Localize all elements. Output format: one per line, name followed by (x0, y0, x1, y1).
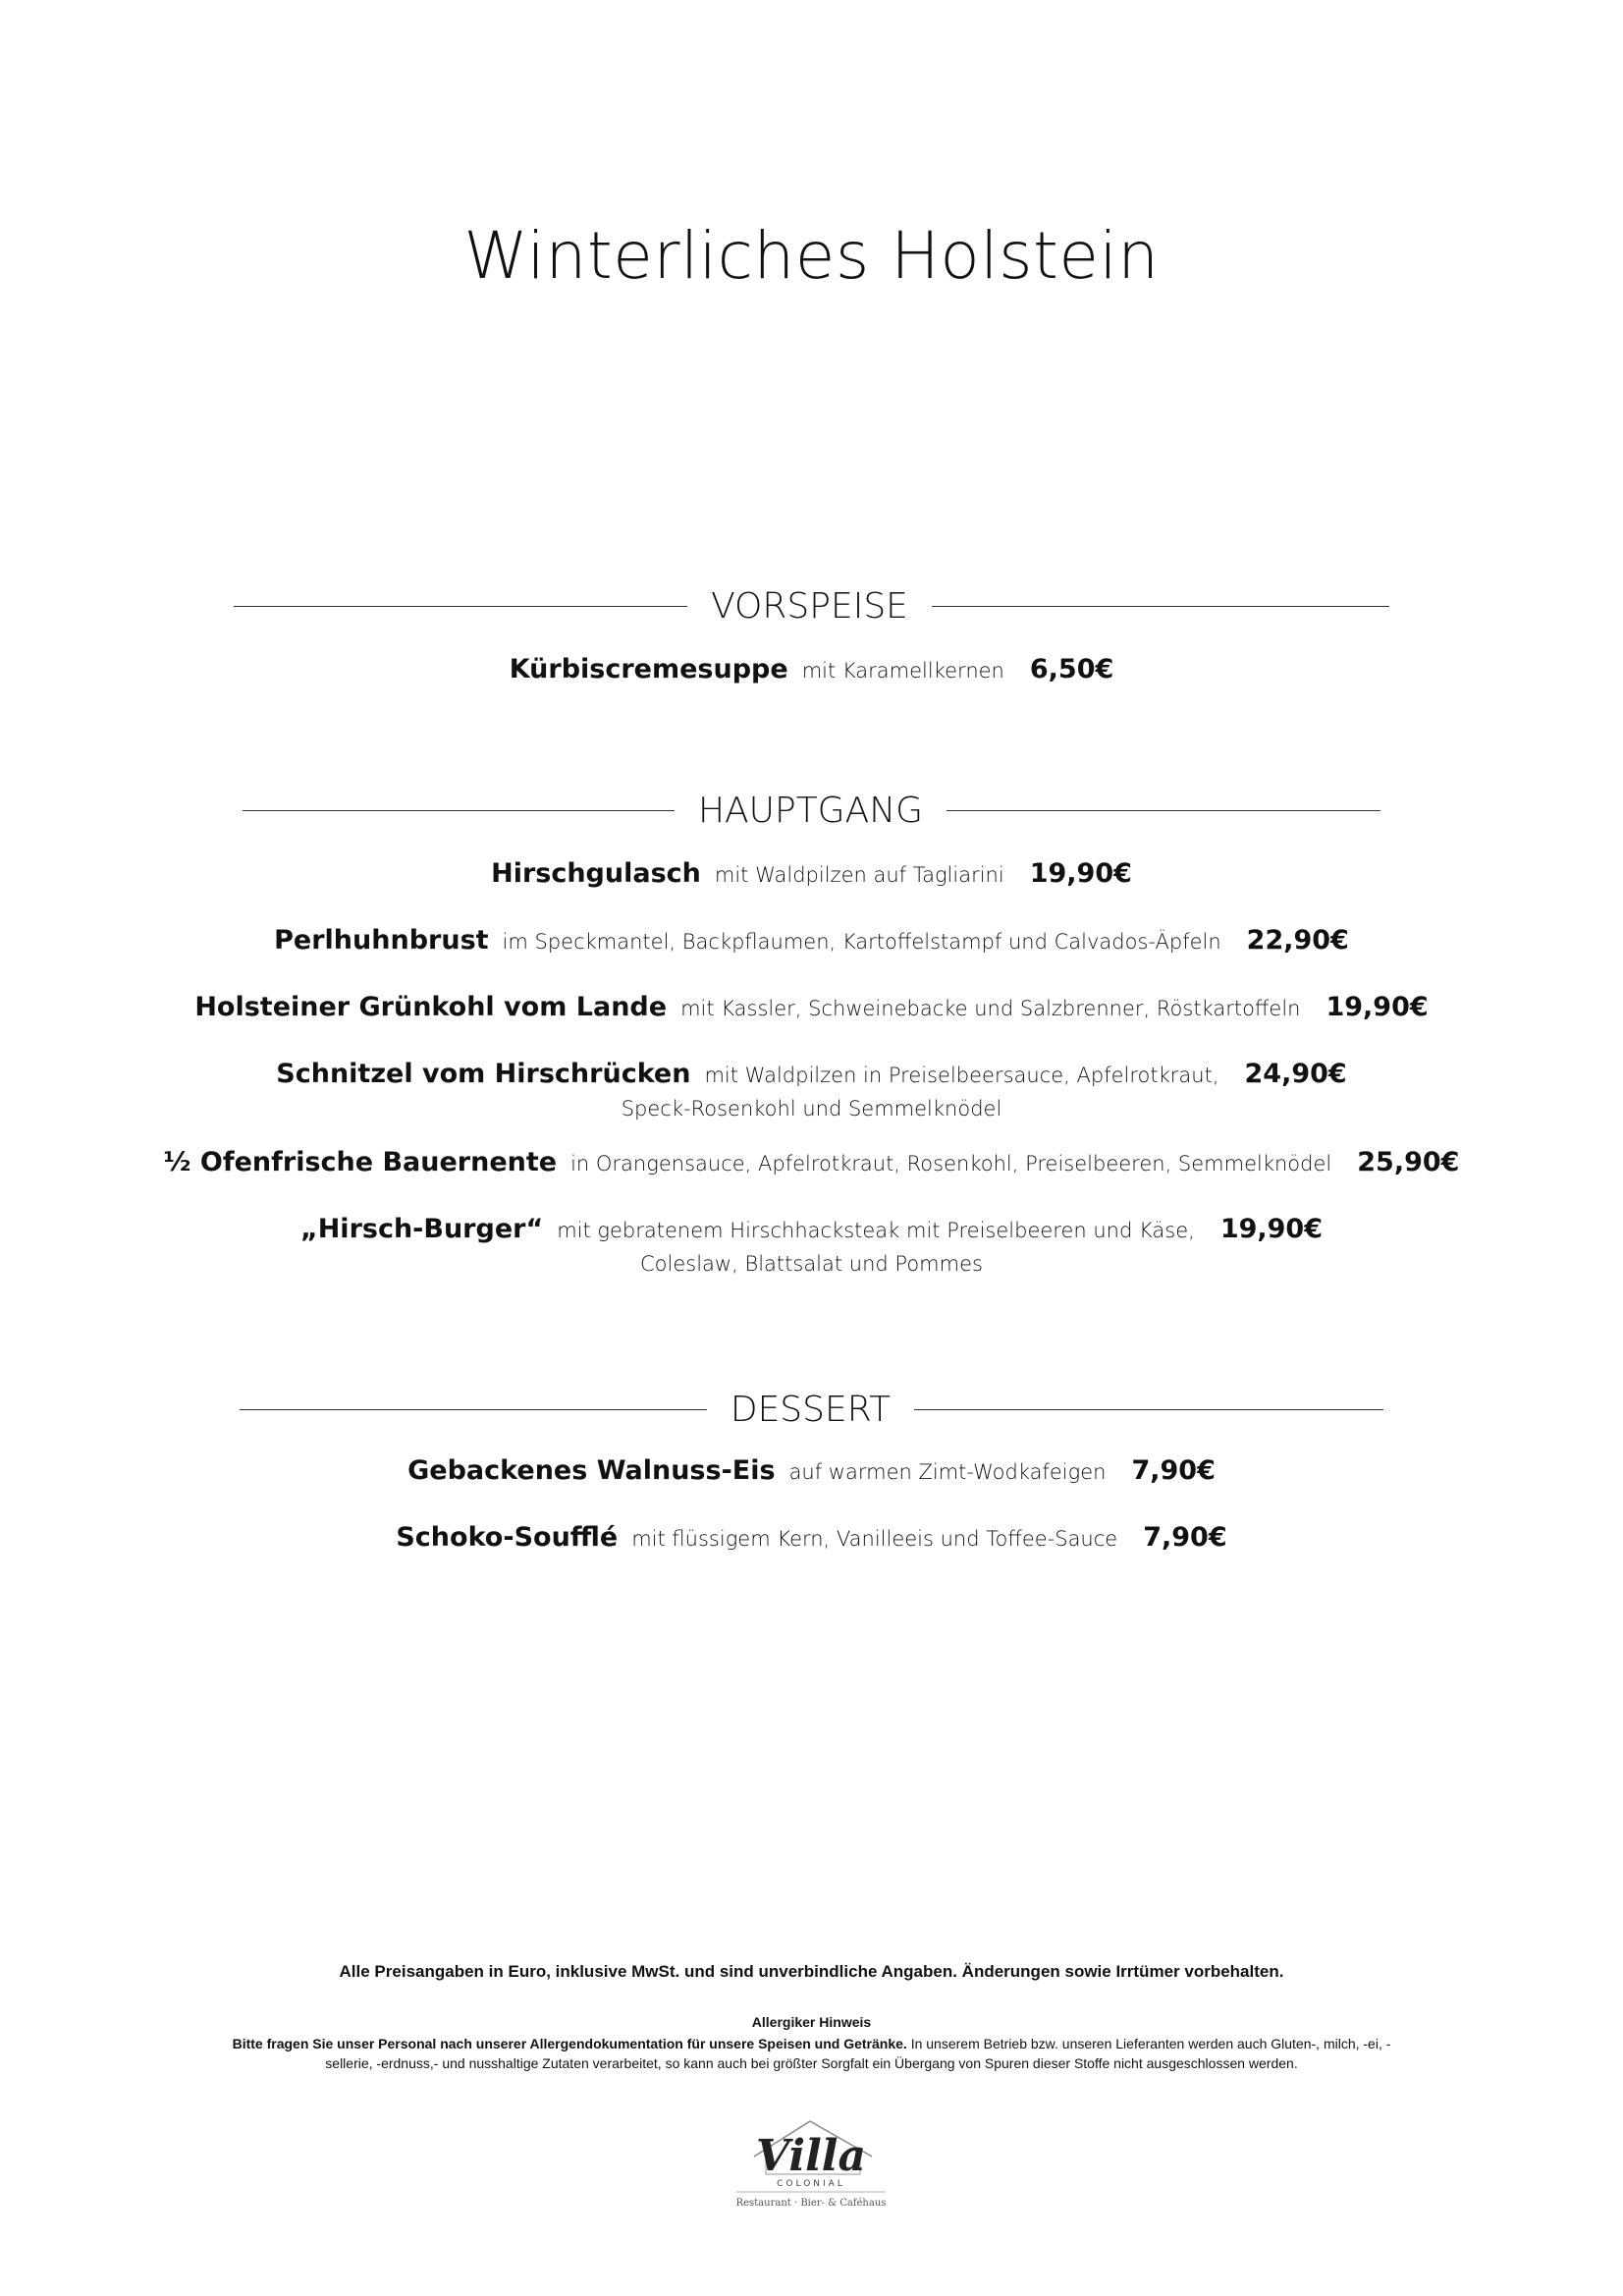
divider-line (914, 1409, 1383, 1410)
item-price: 24,90€ (1244, 1059, 1347, 1089)
allergy-notice-text: In unserem Betrieb bzw. unseren Lieferanten werden auch Gluten-, milch, -ei, - (906, 2036, 1391, 2051)
villa-colonial-logo (717, 2109, 903, 2217)
section-header-dessert (0, 1385, 1623, 1434)
allergy-notice-line-2: sellerie, -erdnuss,- und nusshaltige Zutaten verarbeitet, so kann auch bei größter Sorgfalt ein Übergang von Spuren dieser Stoffe nicht ausgeschlossen werden. (325, 2055, 1298, 2071)
divider-line (947, 810, 1380, 811)
item-description: mit Kassler, Schweinebacke und Salzbrenner, Röstkartoffeln (680, 997, 1301, 1020)
item-name: Holsteiner Grünkohl vom Lande (194, 992, 668, 1022)
logo-subtitle: COLONIAL (777, 2179, 845, 2189)
section-heading: HAUPTGANG (697, 790, 924, 831)
section-header-vorspeise (0, 581, 1623, 630)
item-price: 25,90€ (1357, 1147, 1460, 1177)
section-header-hauptgang (0, 786, 1623, 835)
item-name: Gebackenes Walnuss-Eis (407, 1455, 776, 1486)
item-description-continued: Speck-Rosenkohl und Semmelknödel (621, 1097, 1002, 1121)
allergy-notice-bold: Bitte fragen Sie unser Personal nach unserer Allergendokumentation für unsere Speisen und Getränke. (232, 2036, 907, 2051)
menu-item (0, 858, 1623, 889)
item-description: mit Karamellkernen (801, 659, 1004, 683)
item-description: auf warmen Zimt-Wodkafeigen (788, 1460, 1107, 1484)
item-name: Kürbiscremesuppe (509, 654, 788, 684)
menu-item (0, 925, 1623, 956)
item-name: „Hirsch-Burger“ (299, 1214, 544, 1244)
item-price: 19,90€ (1029, 858, 1132, 889)
item-name: Perlhuhnbrust (274, 925, 489, 956)
divider-line (932, 606, 1389, 607)
menu-item (0, 654, 1623, 684)
item-description-continued: Coleslaw, Blattsalat und Pommes (640, 1252, 983, 1276)
item-price: 6,50€ (1029, 654, 1114, 684)
divider-line (240, 1409, 707, 1410)
divider-line (243, 810, 675, 811)
menu-item (0, 992, 1623, 1022)
menu-item (0, 1059, 1623, 1089)
item-description: im Speckmantel, Backpflaumen, Kartoffelstampf und Calvados-Äpfeln (502, 930, 1221, 954)
item-description: mit Waldpilzen in Preiselbeersauce, Apfelrotkraut, (704, 1064, 1219, 1087)
item-description: in Orangensauce, Apfelrotkraut, Rosenkohl, Preiselbeeren, Semmelknödel (570, 1152, 1332, 1175)
allergy-heading: Allergiker Hinweis (751, 2014, 872, 2030)
item-name: Schoko-Soufflé (396, 1522, 619, 1553)
menu-title: Winterliches Holstein (463, 218, 1160, 294)
menu-item (0, 1214, 1623, 1244)
menu-item (0, 1522, 1623, 1553)
divider-line (234, 606, 687, 607)
section-heading: VORSPEISE (711, 585, 908, 627)
item-description: mit Waldpilzen auf Tagliarini (714, 863, 1004, 887)
item-price: 22,90€ (1246, 925, 1349, 956)
item-price: 7,90€ (1143, 1522, 1227, 1553)
item-description: mit gebratenem Hirschhacksteak mit Preiselbeeren und Käse, (557, 1219, 1195, 1242)
section-heading: DESSERT (730, 1389, 892, 1430)
logo-tagline: Restaurant · Bier- & Caféhaus (735, 2198, 887, 2209)
allergy-notice-line-1 (0, 2036, 1623, 2051)
item-name: Hirschgulasch (491, 858, 701, 889)
menu-item (0, 1455, 1623, 1486)
item-price: 7,90€ (1131, 1455, 1216, 1486)
logo-wordmark: Villa (755, 2131, 867, 2181)
item-name: ½ Ofenfrische Bauernente (163, 1147, 558, 1177)
item-price: 19,90€ (1325, 992, 1429, 1022)
item-name: Schnitzel vom Hirschrücken (276, 1059, 691, 1089)
item-price: 19,90€ (1219, 1214, 1324, 1244)
item-description: mit flüssigem Kern, Vanilleeis und Toffee-Sauce (631, 1527, 1118, 1551)
menu-item (0, 1147, 1623, 1177)
price-disclaimer: Alle Preisangaben in Euro, inklusive MwSt. und sind unverbindliche Angaben. Änderungen sowie Irrtümer vorbehalten. (339, 1962, 1284, 1981)
